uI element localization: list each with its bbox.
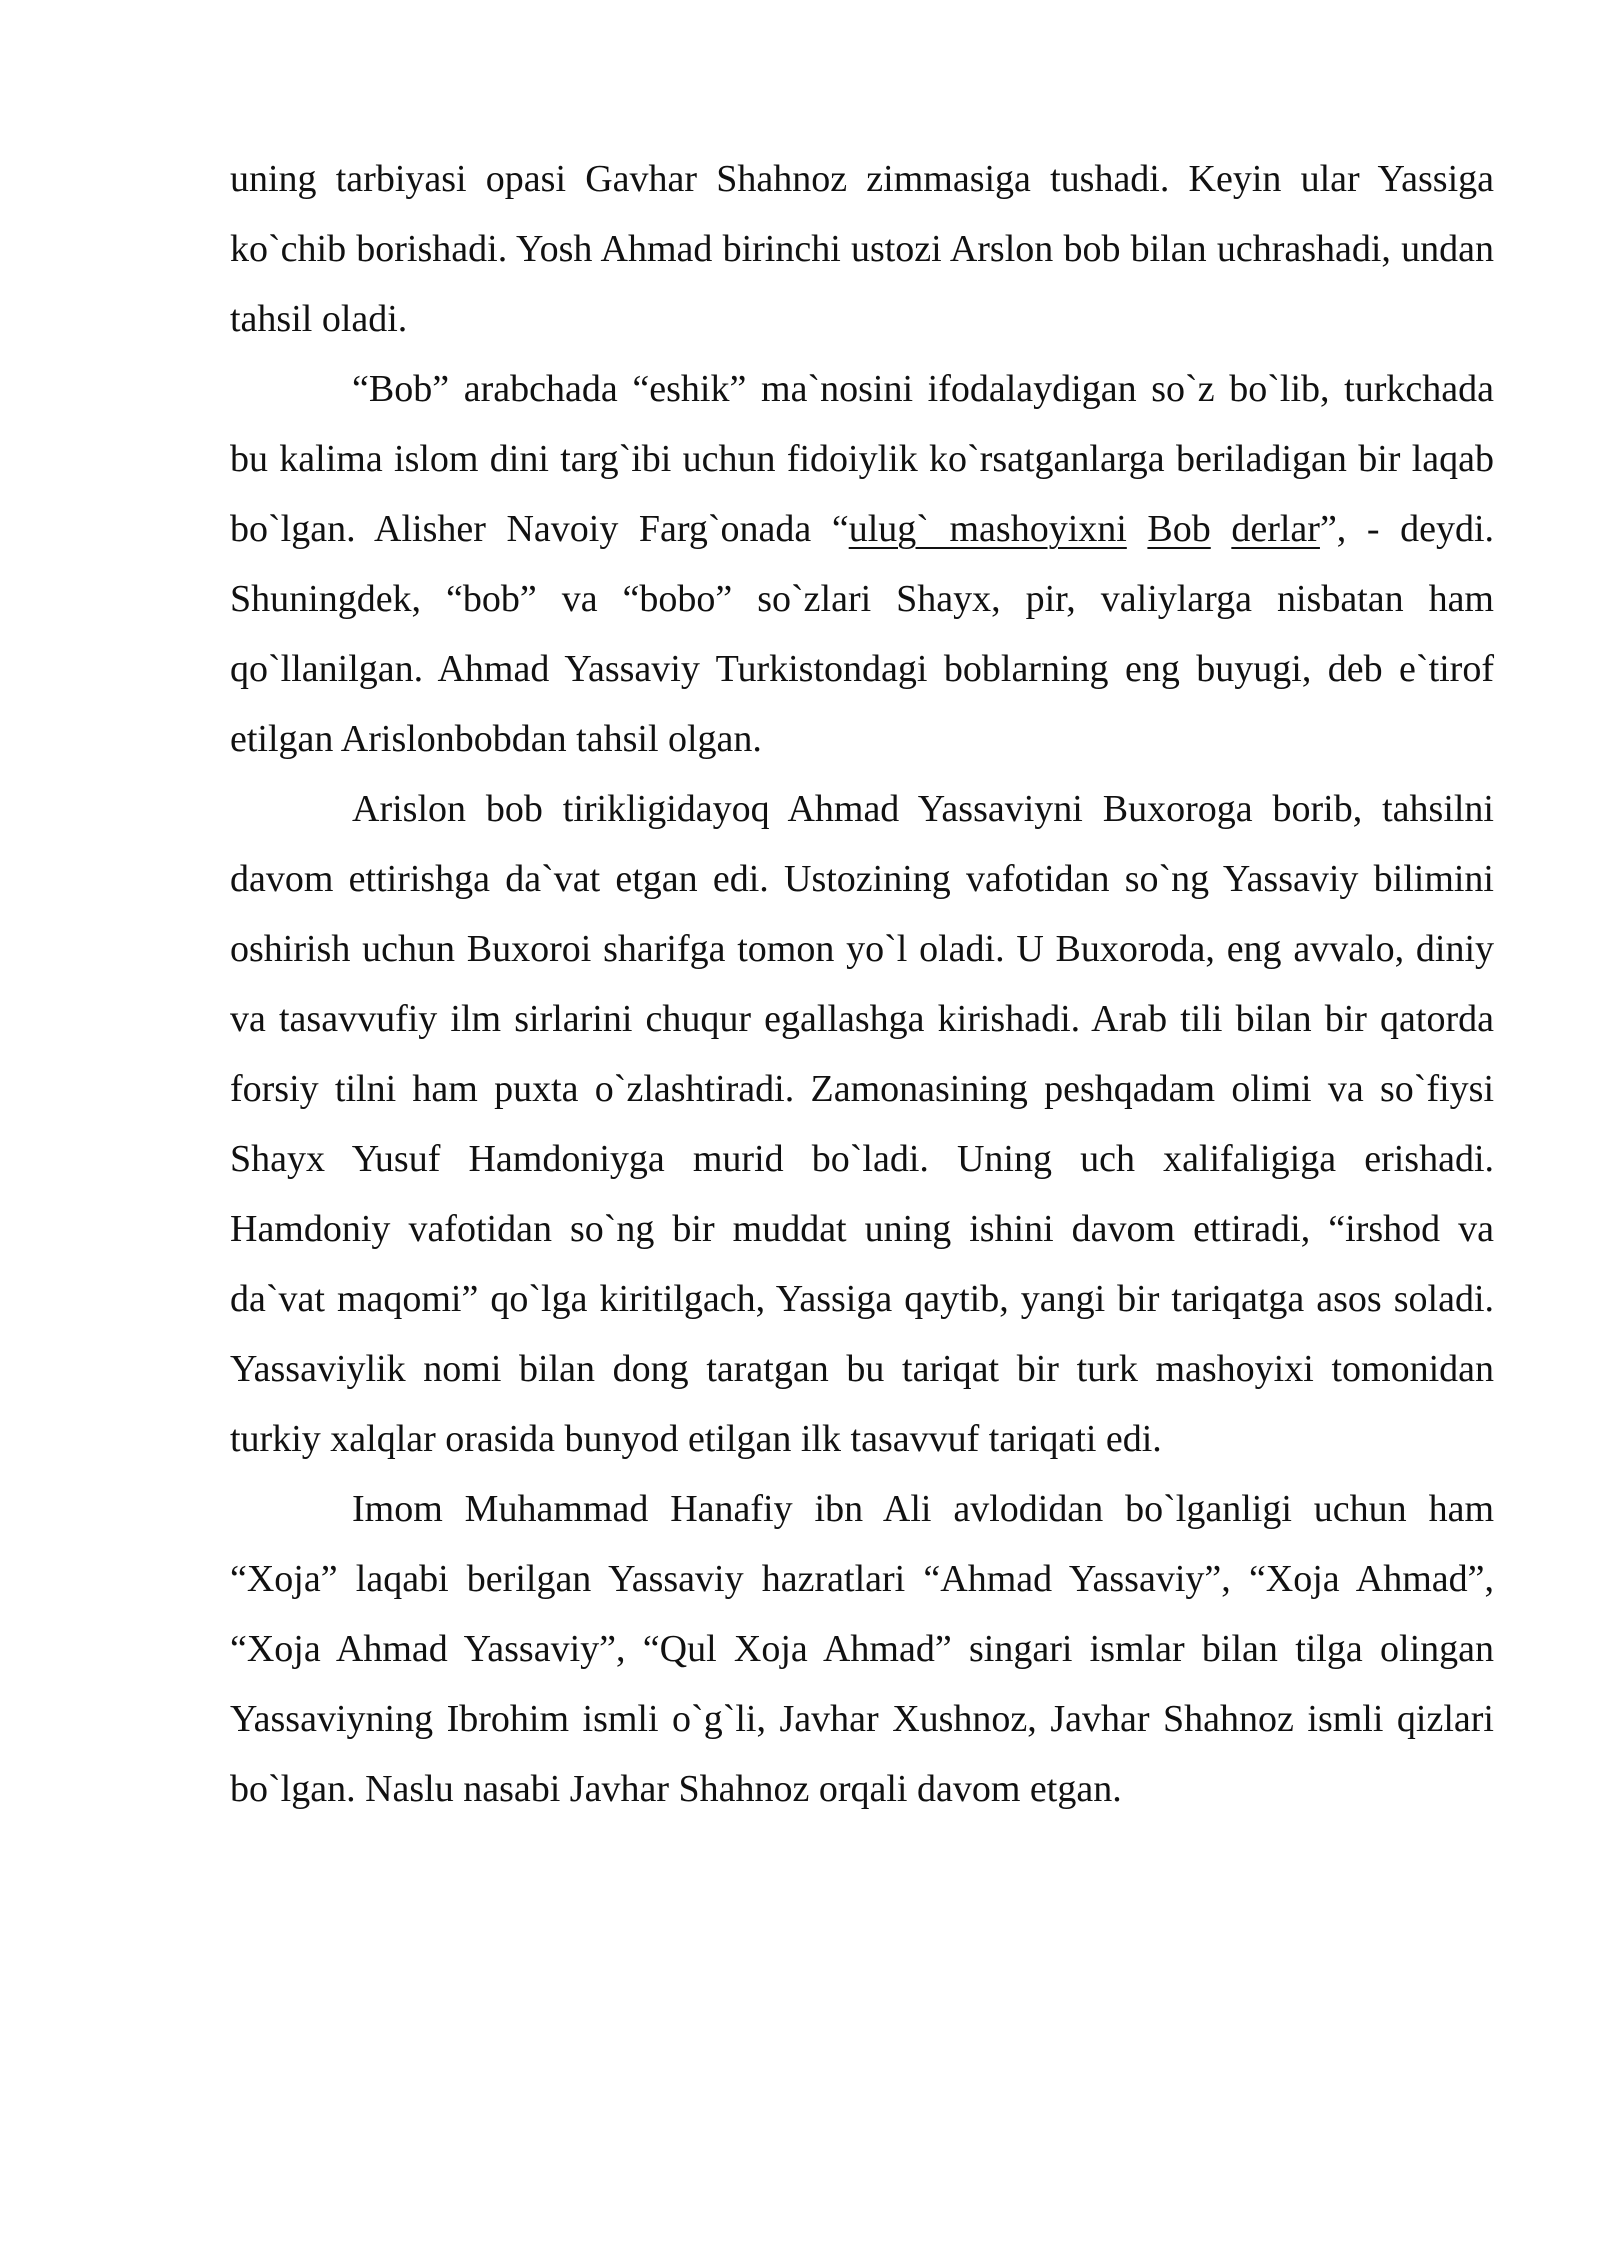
underlined-phrase: ulug` mashoyixni (848, 508, 1127, 550)
paragraph-text: “Bob” arabchada “eshik” ma`nosini ifodalaydigan so`z bo`lib, turkchada bu kalima islom dini targ`ibi uchun fidoiylik ko`rsatganlarga beriladigan bir laqab bo`lgan. Alisher Navoiy Farg`onada “ (230, 368, 1494, 550)
paragraph-2 (230, 354, 1494, 774)
paragraph-1 (230, 144, 1494, 354)
paragraph-text: uning tarbiyasi opasi Gavhar Shahnoz zimmasiga tushadi. Keyin ular Yassiga ko`chib borishadi. Yosh Ahmad birinchi ustozi Arslon bob bilan uchrashadi, undan tahsil oladi. (230, 158, 1494, 340)
document-page (230, 144, 1494, 1824)
paragraph-text (1127, 508, 1148, 550)
paragraph-3 (230, 774, 1494, 1474)
paragraph-text: Imom Muhammad Hanafiy ibn Ali avlodidan bo`lganligi uchun ham “Xoja” laqabi berilgan Yassaviy hazratlari “Ahmad Yassaviy”, “Xoja Ahmad”, “Xoja Ahmad Yassaviy”, “Qul Xoja Ahmad” singari ismlar bilan tilga olingan Yassaviyning Ibrohim ismli o`g`li, Javhar Xushnoz, Javhar Shahnoz ismli qizlari bo`lgan. Naslu nasabi Javhar Shahnoz orqali davom etgan. (230, 1488, 1494, 1810)
paragraph-text (1211, 508, 1232, 550)
underlined-phrase: derlar (1231, 508, 1320, 550)
paragraph-text: ”, - deydi. Shuningdek, “bob” va “bobo” so`zlari Shayx, pir, valiylarga nisbatan ham qo`llanilgan. Ahmad Yassaviy Turkistondagi boblarning eng buyugi, deb e`tirof etilgan Arislonbobdan tahsil olgan. (230, 508, 1495, 760)
paragraph-4 (230, 1474, 1494, 1824)
paragraph-text: Arislon bob tirikligidayoq Ahmad Yassaviyni Buxoroga borib, tahsilni davom ettirishga da`vat etgan edi. Ustozining vafotidan so`ng Yassaviy bilimini oshirish uchun Buxoroi sharifga tomon yo`l oladi. U Buxoroda, eng avvalo, diniy va tasavvufiy ilm sirlarini chuqur egallashga kirishadi. Arab tili bilan bir qatorda forsiy tilni ham puxta o`zlashtiradi. Zamonasining peshqadam olimi va so`fiysi Shayx Yusuf Hamdoniyga murid bo`ladi. Uning uch xalifaligiga erishadi. Hamdoniy vafotidan so`ng bir muddat uning ishini davom ettiradi, “irshod va da`vat maqomi” qo`lga kiritilgach, Yassiga qaytib, yangi bir tariqatga asos soladi. Yassaviylik nomi bilan dong taratgan bu tariqat bir turk mashoyixi tomonidan turkiy xalqlar orasida bunyod etilgan ilk tasavvuf tariqati edi. (230, 788, 1494, 1460)
underlined-phrase: Bob (1147, 508, 1211, 550)
